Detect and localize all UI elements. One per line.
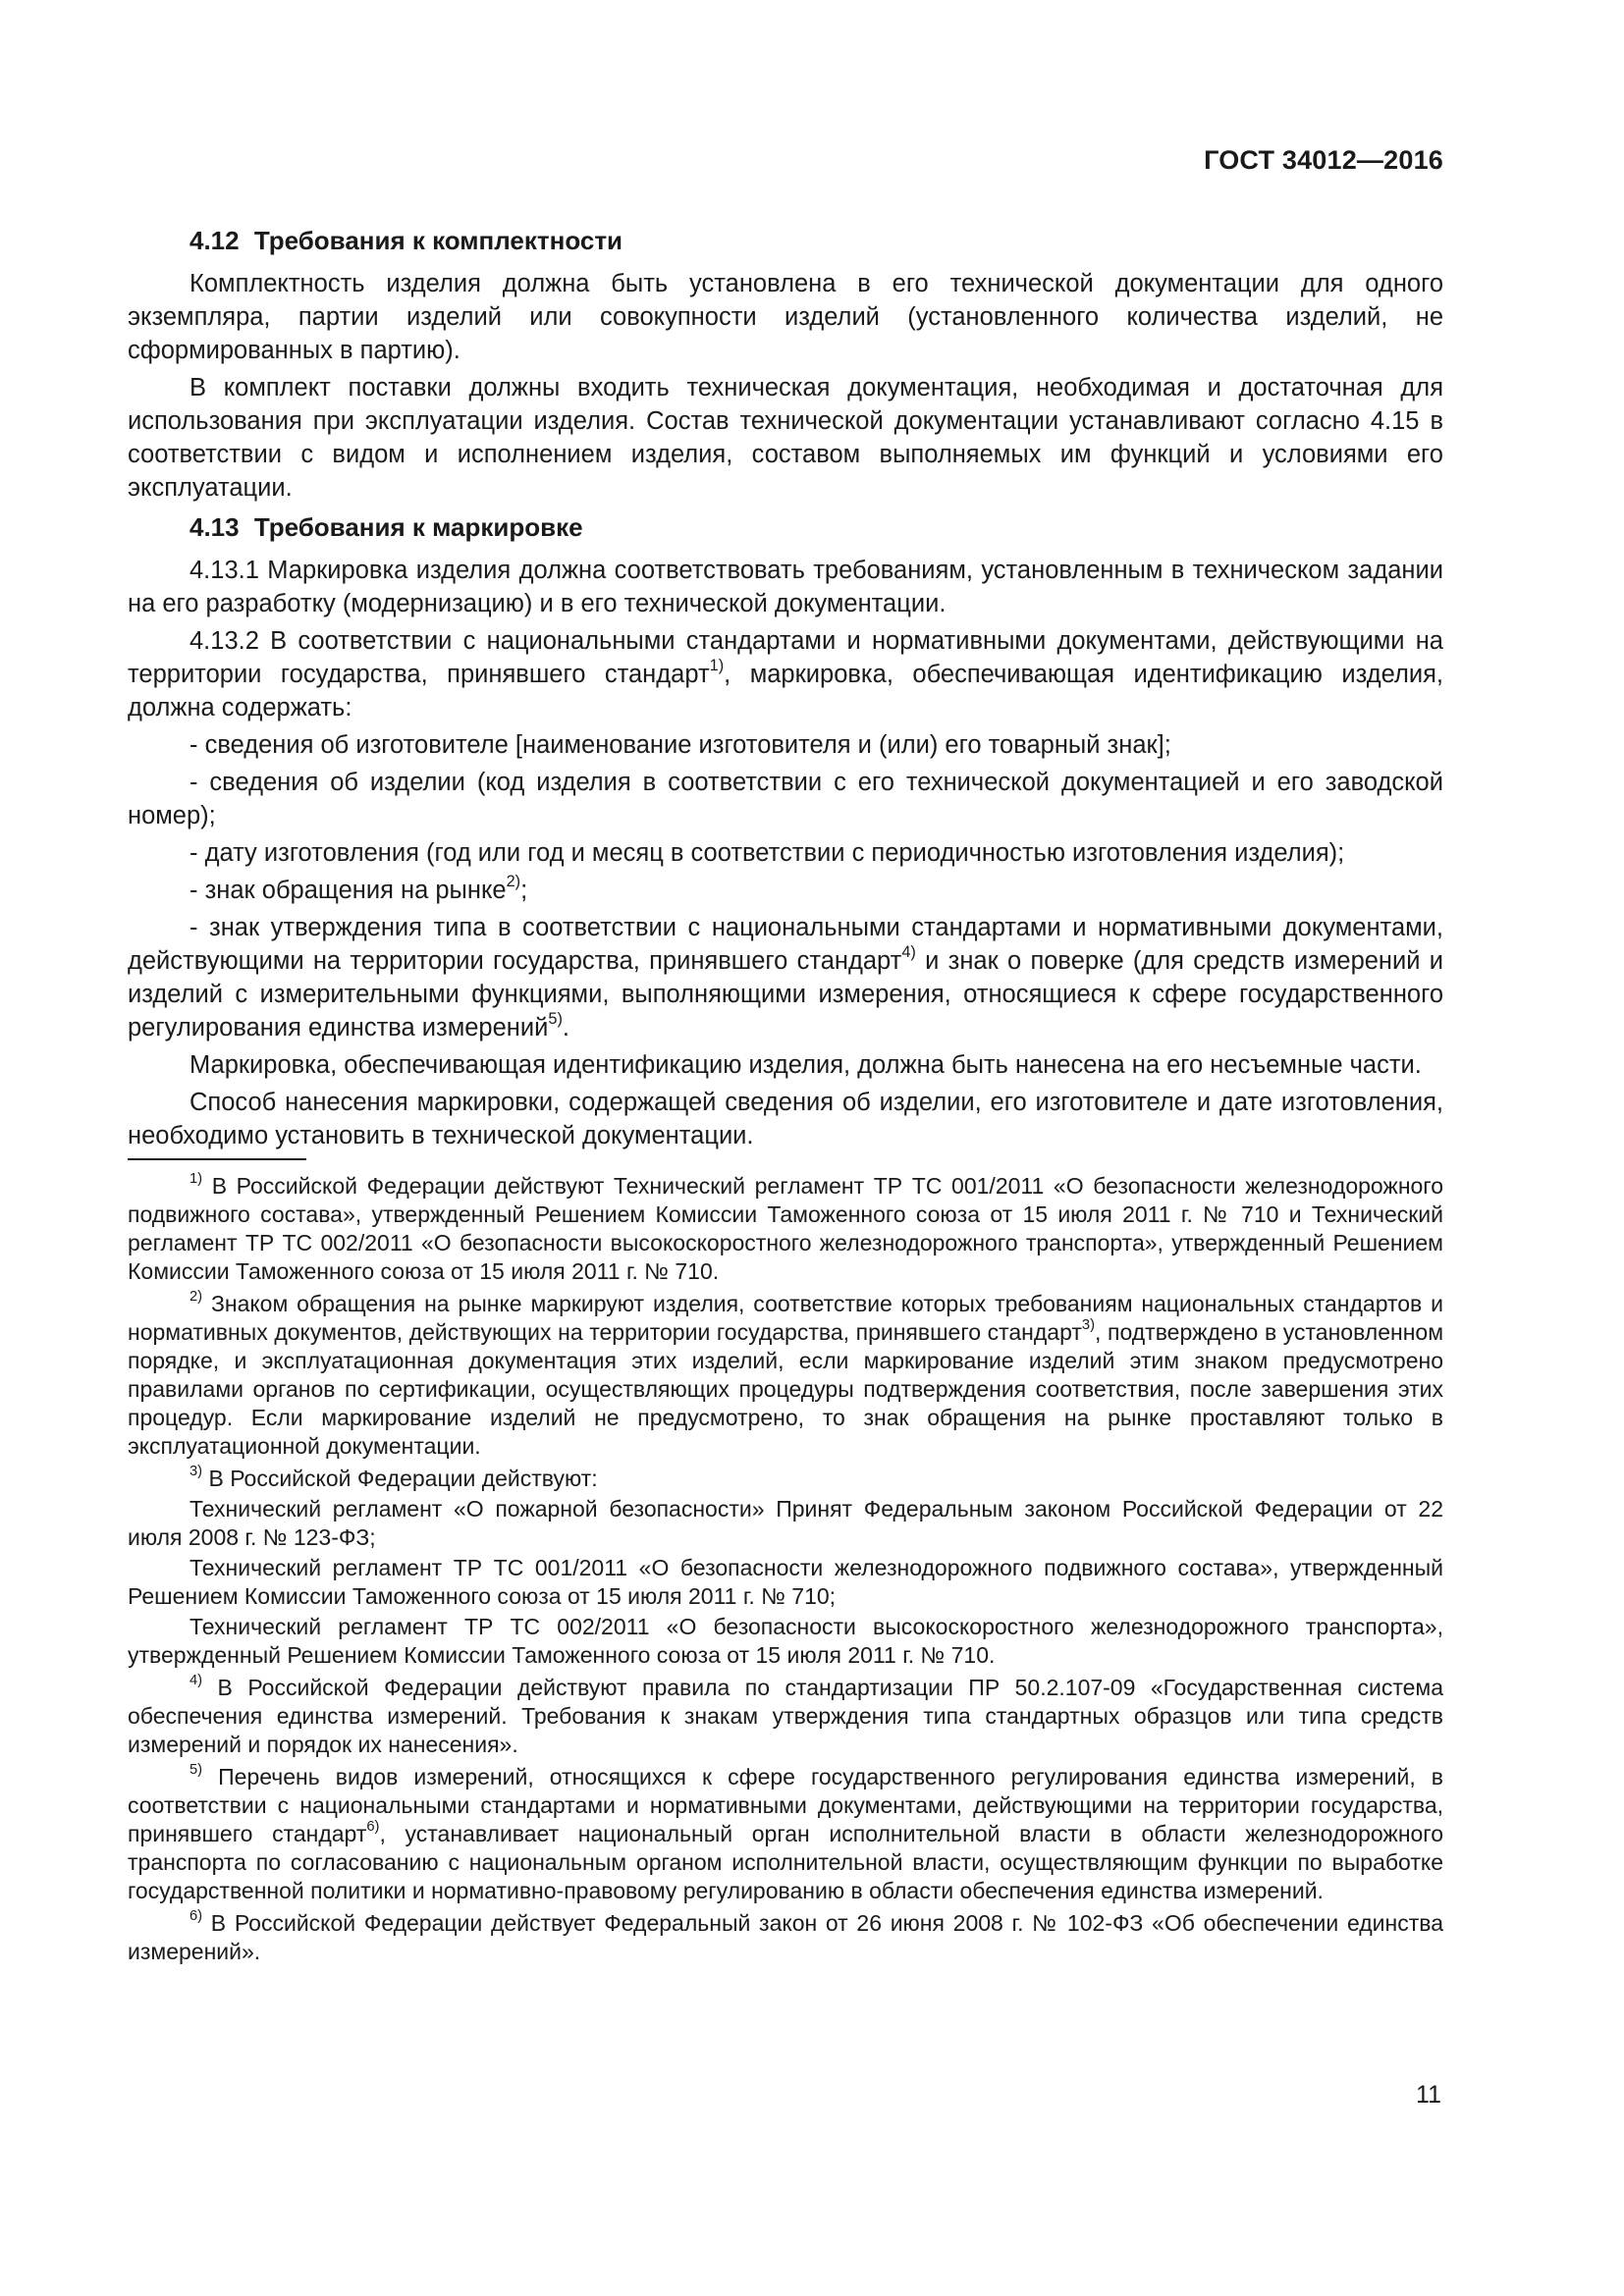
- footnote-ref: 4): [901, 943, 916, 962]
- text: - знак утверждения типа в соответствии с национальными стандартами и нормативными документами, действующими на территории государства, принявшего стандарт: [128, 914, 1443, 975]
- footnote-mark: 2): [189, 1289, 203, 1306]
- footnote-ref: 5): [548, 1010, 563, 1029]
- footnote-text: , устанавливает национальный орган исполнительной власти в области железнодорожного транспорта по согласованию с национальным органом исполнительной власти, осуществляющим функции по выработке государственной политики и нормативно-правовому регулированию в области обеспечения единства измерений.: [128, 1821, 1443, 1903]
- text: и знак о поверке (для средств измерений и изделий с измерительными функциями, выполняющими измерения, относящиеся к сфере государственного регулирования единства измерений: [128, 947, 1443, 1041]
- section-number: 4.12: [189, 226, 240, 255]
- footnote-3-item: Технический регламент ТР ТС 001/2011 «О безопасности железнодорожного подвижного состава», утвержденный Решением Комиссии Таможенного союза от 15 июля 2011 г. № 710;: [128, 1555, 1443, 1609]
- document-code: ГОСТ 34012—2016: [1204, 145, 1443, 175]
- section-4-13-heading: [189, 510, 1443, 544]
- text: ;: [520, 877, 528, 904]
- footnote-mark: 1): [189, 1171, 203, 1188]
- text: , маркировка, обеспечивающая идентификацию изделия, должна содержать:: [128, 661, 1443, 721]
- footnote-text: В Российской Федерации действуют правила по стандартизации ПР 50.2.107-09 «Государственная система обеспечения единства измерений. Требования к знакам утверждения типа стандартных образцов или типа средств измерений и порядок их нанесения».: [128, 1675, 1443, 1757]
- footnote-5: [128, 1763, 1443, 1905]
- section-number: 4.13: [189, 512, 240, 542]
- list-item: [128, 874, 1443, 907]
- footnote-mark: 6): [189, 1908, 203, 1925]
- footnote-ref: 3): [1081, 1317, 1096, 1334]
- list-item: [128, 911, 1443, 1044]
- text: 4.13.2 В соответствии с национальными стандартами и нормативными документами, действующими на территории государства, принявшего стандарт: [128, 627, 1443, 688]
- footnote-1: [128, 1172, 1443, 1286]
- paragraph: В комплект поставки должны входить техническая документация, необходимая и достаточная для использования при эксплуатации изделия. Состав технической документации устанавливают согласно 4.15 в соответствии с видом и исполнением изделия, составом выполняемых им функций и условиями его эксплуатации.: [128, 374, 1443, 502]
- footnote-text: В Российской Федерации действуют:: [202, 1466, 598, 1491]
- footnote-3: [128, 1465, 1443, 1493]
- text: - знак обращения на рынке: [189, 877, 507, 904]
- text: .: [562, 1014, 569, 1041]
- paragraph: Маркировка, обеспечивающая идентификацию изделия, должна быть нанесена на его несъемные части.: [189, 1051, 1422, 1079]
- footnote-mark: 5): [189, 1762, 203, 1779]
- footnote-mark: 3): [189, 1464, 203, 1480]
- footnote-ref: 6): [366, 1819, 380, 1836]
- footnote-text: Перечень видов измерений, относящихся к сфере государственного регулирования единства измерений, в соответствии с национальными стандартами и нормативными документами, действующими на территории государства, принявшего стандарт: [128, 1764, 1443, 1846]
- footnote-2: [128, 1290, 1443, 1461]
- clause-4-13-1: 4.13.1 Маркировка изделия должна соответствовать требованиям, установленным в техническом задании на его разработку (модернизацию) и в его технической документации.: [128, 557, 1443, 617]
- list-item: - сведения об изделии (код изделия в соответствии с его технической документацией и его заводской номер);: [128, 769, 1443, 829]
- page-content: [128, 224, 1443, 1970]
- footnote-text: В Российской Федерации действует Федеральный закон от 26 июня 2008 г. № 102-ФЗ «Об обеспечении единства измерений».: [128, 1910, 1443, 1964]
- footnote-ref: 1): [709, 657, 725, 675]
- footnote-ref: 2): [506, 873, 521, 891]
- page-number: 11: [1416, 2081, 1441, 2109]
- footnote-4: [128, 1674, 1443, 1759]
- list-item: - сведения об изготовителе [наименование изготовителя и (или) его товарный знак];: [189, 731, 1171, 759]
- footnote-3-item: Технический регламент ТР ТС 002/2011 «О безопасности высокоскоростного железнодорожного транспорта», утвержденный Решением Комиссии Таможенного союза от 15 июля 2011 г. № 710.: [128, 1614, 1443, 1668]
- footnote-3-item: Технический регламент «О пожарной безопасности» Принят Федеральным законом Российской Федерации от 22 июля 2008 г. № 123-ФЗ;: [128, 1496, 1443, 1550]
- footnote-text: В Российской Федерации действуют Технический регламент ТР ТС 001/2011 «О безопасности железнодорожного подвижного состава», утвержденный Решением Комиссии Таможенного союза от 15 июля 2011 г. № 710 и Технический регламент ТР ТС 002/2011 «О безопасности высокоскоростного железнодорожного транспорта», утвержденный Решением Комиссии Таможенного союза от 15 июля 2011 г. № 710.: [128, 1173, 1443, 1284]
- paragraph: Комплектность изделия должна быть установлена в его технической документации для одного экземпляра, партии изделий или совокупности изделий (установленного количества изделий, не сформированных в партию).: [128, 270, 1443, 364]
- footnote-6: [128, 1909, 1443, 1966]
- section-4-12-heading: [189, 224, 1443, 257]
- section-title: Требования к маркировке: [253, 512, 583, 542]
- clause-4-13-2: [128, 624, 1443, 724]
- list-item: - дату изготовления (год или год и месяц в соответствии с периодичностью изготовления изделия);: [189, 839, 1345, 867]
- footnote-text: , подтверждено в установленном порядке, и эксплуатационная документация этих изделий, если маркирование изделий этим знаком предусмотрено правилами органов по сертификации, осуществляющих процедуры подтверждения соответствия, после завершения этих процедур. Если маркирование изделий не предусмотрено, то знак обращения на рынке проставляют только в эксплуатационной документации.: [128, 1319, 1444, 1459]
- section-title: Требования к комплектности: [253, 226, 623, 255]
- footnote-separator: [128, 1158, 306, 1160]
- footnote-mark: 4): [189, 1673, 203, 1689]
- footnote-text: Знаком обращения на рынке маркируют изделия, соответствие которых требованиям национальных стандартов и нормативных документов, действующих на территории государства, принявшего стандарт: [128, 1291, 1443, 1345]
- paragraph: Способ нанесения маркировки, содержащей сведения об изделии, его изготовителе и дате изготовления, необходимо установить в технической документации.: [128, 1089, 1443, 1149]
